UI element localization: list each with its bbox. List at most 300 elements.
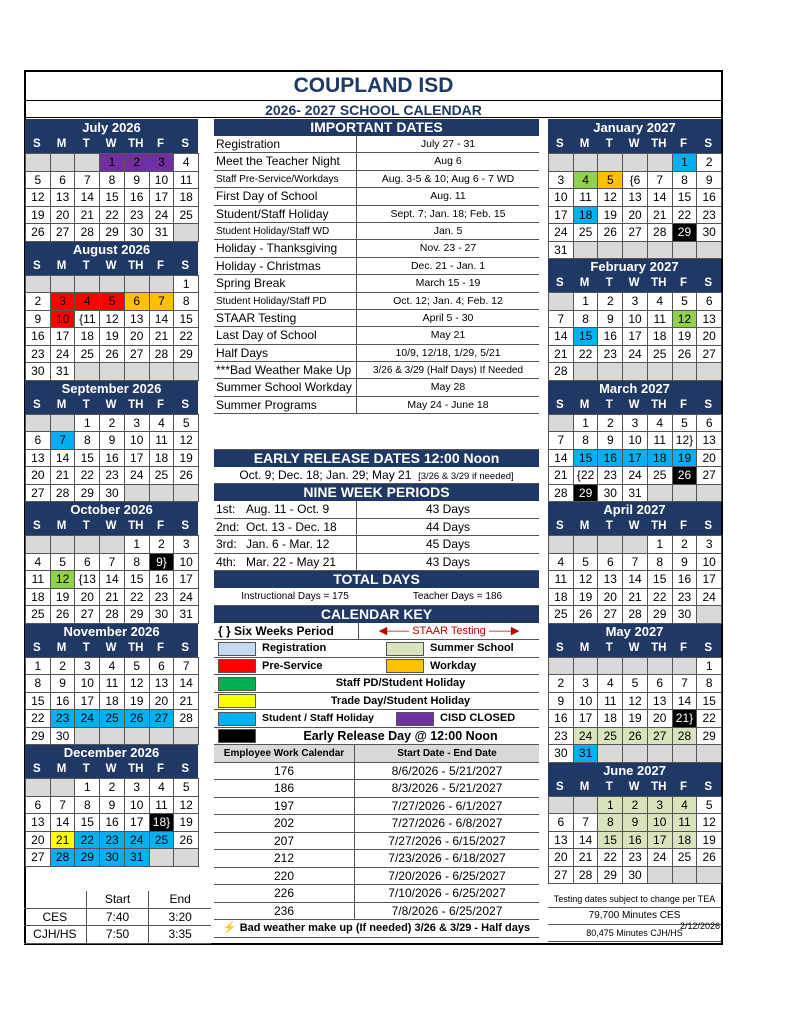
day-cell: 24 [173, 588, 199, 607]
week-row [25, 778, 198, 796]
cjh-end: 3:35 [168, 927, 192, 941]
day-cell: 13 [25, 813, 51, 832]
day-cell [647, 241, 673, 260]
day-cell [124, 362, 150, 381]
week-row [548, 345, 721, 363]
day-cell: 22 [647, 588, 673, 607]
day-header: S [25, 397, 50, 414]
week-row [548, 657, 721, 675]
day-header-row [548, 779, 721, 796]
week-row [25, 605, 198, 623]
day-cell [672, 241, 698, 260]
day-cell: 26 [597, 223, 623, 242]
day-cell: 13 [696, 310, 722, 329]
bad-weather-text [214, 920, 539, 937]
important-label: Student/Staff Holiday [214, 206, 357, 222]
day-cell: 19 [124, 692, 150, 711]
summer-swatch [386, 642, 424, 656]
day-header: S [696, 275, 721, 292]
week-row [25, 171, 198, 189]
important-date: July 27 - 31 [420, 138, 476, 150]
day-cell: 22 [74, 831, 100, 850]
week-row [25, 831, 198, 849]
early-release-line [214, 467, 539, 484]
day-cell: 27 [647, 727, 673, 746]
day-cell: 17 [74, 692, 100, 711]
day-cell: 25 [149, 466, 175, 485]
important-label: Summer School Workday [214, 379, 357, 395]
week-row [25, 848, 198, 866]
day-header: S [548, 397, 573, 414]
day-cell: 22 [74, 466, 100, 485]
day-cell: 21 [647, 206, 673, 225]
key-row-5 [214, 710, 539, 728]
important-label: Holiday - Thanksgiving [214, 240, 357, 256]
day-cell: 6 [25, 796, 51, 815]
day-cell: 26 [573, 605, 599, 624]
day-cell: 22 [124, 588, 150, 607]
day-cell: 17 [573, 709, 599, 728]
day-cell: 3 [647, 796, 673, 815]
day-cell [124, 484, 150, 503]
day-header: T [597, 640, 622, 657]
six-weeks-label: { } Six Weeks Period [214, 623, 359, 640]
day-cell [647, 866, 673, 885]
week-row [548, 796, 721, 814]
week-row [25, 223, 198, 241]
day-cell: 7 [50, 431, 76, 450]
day-cell: 21 [548, 345, 574, 364]
day-cell [672, 657, 698, 676]
day-cell: 2 [622, 796, 648, 815]
period-days: 45 Days [425, 537, 471, 552]
day-cell: 25 [25, 605, 51, 624]
day-header: S [173, 640, 198, 657]
day-header: TH [124, 136, 149, 153]
month-oct [25, 501, 198, 623]
work-days: 207 [214, 833, 355, 850]
day-cell [99, 362, 125, 381]
day-cell: 1 [99, 153, 125, 172]
nine-week-row [214, 501, 539, 519]
day-cell: 7 [50, 796, 76, 815]
work-range: 7/27/2026 - 6/15/2027 [388, 833, 506, 848]
day-cell: 17 [548, 206, 574, 225]
work-row [214, 780, 539, 798]
day-cell: 25 [173, 206, 199, 225]
day-cell: 15 [173, 310, 199, 329]
day-header: W [622, 640, 647, 657]
day-cell: 12 [696, 813, 722, 832]
day-header-row [25, 518, 198, 535]
week-row [548, 727, 721, 745]
week-row [25, 345, 198, 363]
day-cell: 23 [124, 206, 150, 225]
day-cell: 8 [124, 553, 150, 572]
week-row [548, 206, 721, 224]
day-header: M [573, 518, 598, 535]
work-range: 8/6/2026 - 5/21/2027 [391, 763, 503, 778]
day-header: F [672, 518, 697, 535]
day-header-row [25, 397, 198, 414]
day-cell: 29 [25, 727, 51, 746]
week-row [548, 484, 721, 502]
day-cell: 3 [173, 535, 199, 554]
day-cell: 25 [149, 831, 175, 850]
day-cell [647, 484, 673, 503]
day-cell: 9 [124, 171, 150, 190]
day-header: T [597, 779, 622, 796]
day-header: M [573, 136, 598, 153]
day-cell: 2 [99, 778, 125, 797]
day-header: W [622, 779, 647, 796]
week-row [25, 813, 198, 831]
page-title: COUPLAND ISD [293, 74, 454, 97]
day-cell: 4 [672, 796, 698, 815]
day-cell: 7 [99, 553, 125, 572]
day-cell: 3 [124, 414, 150, 433]
day-cell: 14 [573, 831, 599, 850]
important-label: ***Bad Weather Make Up [214, 362, 357, 378]
day-cell: 31 [548, 241, 574, 260]
day-cell: 28 [672, 727, 698, 746]
day-cell: 8 [597, 813, 623, 832]
day-cell [696, 744, 722, 763]
month-title: February 2027 [548, 258, 721, 275]
day-cell: 10 [622, 431, 648, 450]
week-row [548, 674, 721, 692]
day-cell: 29 [672, 223, 698, 242]
day-cell: 13 [25, 449, 51, 468]
day-cell: 14 [74, 188, 100, 207]
day-header: M [50, 136, 75, 153]
day-cell: 29 [597, 866, 623, 885]
day-cell: 28 [149, 345, 175, 364]
month-title: August 2026 [25, 241, 198, 258]
day-header: S [25, 258, 50, 275]
day-cell: 4 [548, 553, 574, 572]
day-cell: 2 [99, 414, 125, 433]
day-cell: 10 [149, 171, 175, 190]
day-cell: 16 [597, 449, 623, 468]
day-cell: 5 [25, 171, 51, 190]
important-label: Student Holiday/Staff WD [214, 223, 357, 239]
day-cell [149, 362, 175, 381]
period-days: 43 Days [425, 554, 471, 569]
day-cell [696, 362, 722, 381]
day-cell [50, 414, 76, 433]
day-cell: 15 [672, 188, 698, 207]
day-cell [622, 362, 648, 381]
day-cell: 21 [173, 692, 199, 711]
testing-note: Testing dates subject to change per TEA [548, 891, 721, 908]
important-row [214, 275, 539, 292]
work-range: 7/10/2026 - 6/25/2027 [388, 886, 506, 901]
period-range: Mar. 22 - May 21 [246, 554, 357, 571]
day-cell: 12 [173, 431, 199, 450]
period-num: 3rd: [216, 537, 237, 552]
day-cell: 30 [25, 362, 51, 381]
day-cell: 21 [50, 466, 76, 485]
day-cell: 4 [99, 657, 125, 676]
day-cell: 24 [647, 848, 673, 867]
day-cell: 6 [647, 674, 673, 693]
day-cell [672, 362, 698, 381]
day-cell: 12 [25, 188, 51, 207]
day-cell: 22 [25, 709, 51, 728]
day-cell [149, 848, 175, 867]
day-cell: 14 [173, 674, 199, 693]
day-cell: 19 [173, 813, 199, 832]
day-cell: 8 [173, 292, 199, 311]
day-header: S [173, 136, 198, 153]
day-cell [74, 275, 100, 294]
day-cell: 10 [622, 310, 648, 329]
month-sep [25, 380, 198, 502]
day-cell: 19 [173, 449, 199, 468]
day-cell: 9 [25, 310, 51, 329]
key-row-2 [214, 658, 539, 676]
day-cell: 28 [573, 866, 599, 885]
week-row [25, 588, 198, 606]
day-cell: 2 [696, 153, 722, 172]
day-cell: 5 [99, 292, 125, 311]
period-days: 44 Days [425, 519, 471, 534]
day-cell: 30 [622, 866, 648, 885]
day-cell: 19 [672, 449, 698, 468]
day-header: F [149, 640, 174, 657]
day-header-row [548, 640, 721, 657]
day-cell: 20 [25, 831, 51, 850]
day-cell: 22 [672, 206, 698, 225]
day-cell [173, 223, 199, 242]
work-row [214, 903, 539, 921]
day-cell: 20 [647, 709, 673, 728]
day-cell: 31 [149, 223, 175, 242]
day-cell: 24 [573, 727, 599, 746]
day-cell: 26 [622, 727, 648, 746]
day-cell: 20 [124, 327, 150, 346]
day-cell: 18 [74, 327, 100, 346]
day-cell: 12 [124, 674, 150, 693]
trade-label: Trade Day/Student Holiday [330, 694, 471, 707]
day-header: F [149, 258, 174, 275]
day-cell: 27 [696, 466, 722, 485]
day-cell: 17 [622, 449, 648, 468]
day-cell: 21} [672, 709, 698, 728]
week-row [548, 188, 721, 206]
day-cell: 1 [124, 535, 150, 554]
calendar-key-title: CALENDAR KEY [214, 606, 539, 623]
week-row [25, 553, 198, 571]
key-six-weeks [214, 623, 539, 641]
day-cell: 3 [124, 778, 150, 797]
day-cell: 28 [50, 484, 76, 503]
day-header-row [548, 136, 721, 153]
day-cell [548, 657, 574, 676]
day-cell: 2 [124, 153, 150, 172]
day-cell: 12 [573, 570, 599, 589]
day-cell: 2 [25, 292, 51, 311]
day-cell: 31 [50, 362, 76, 381]
week-row [25, 414, 198, 432]
day-cell: 15 [597, 831, 623, 850]
day-header: W [99, 136, 124, 153]
ces-start: 7:40 [87, 909, 150, 926]
day-header-row [548, 275, 721, 292]
day-cell: 30 [672, 605, 698, 624]
studentstaff-swatch [218, 712, 256, 726]
day-cell: 19 [597, 206, 623, 225]
day-cell: 1 [696, 657, 722, 676]
day-header: F [672, 275, 697, 292]
important-label: Summer Programs [214, 397, 357, 413]
day-cell: 17 [124, 813, 150, 832]
week-row [548, 553, 721, 571]
work-range: 7/23/2026 - 6/18/2027 [388, 851, 506, 866]
day-header: TH [647, 275, 672, 292]
day-header: F [149, 518, 174, 535]
day-cell [50, 153, 76, 172]
day-cell: 8 [573, 310, 599, 329]
week-row [548, 292, 721, 310]
day-cell: 28 [173, 709, 199, 728]
day-cell: 7 [647, 171, 673, 190]
week-row [25, 570, 198, 588]
day-cell: 25 [647, 466, 673, 485]
day-cell: 15 [573, 327, 599, 346]
work-days: 202 [214, 815, 355, 832]
week-row [25, 153, 198, 171]
day-cell: 19 [50, 588, 76, 607]
cjh-start: 7:50 [87, 926, 150, 943]
day-cell: 20 [622, 206, 648, 225]
day-cell: 18 [647, 449, 673, 468]
day-header: T [597, 397, 622, 414]
important-row [214, 188, 539, 205]
week-row [548, 709, 721, 727]
day-cell [124, 275, 150, 294]
day-cell: 24 [622, 345, 648, 364]
day-cell: 5 [50, 553, 76, 572]
day-header: M [573, 397, 598, 414]
day-cell: 6 [25, 431, 51, 450]
day-cell: 20 [50, 206, 76, 225]
day-cell [548, 796, 574, 815]
day-cell [149, 727, 175, 746]
period-num: 2nd: [216, 519, 240, 534]
day-cell: 9 [548, 692, 574, 711]
day-cell: 20 [696, 327, 722, 346]
day-cell: 13 [50, 188, 76, 207]
day-header: T [597, 275, 622, 292]
day-cell: 10 [124, 796, 150, 815]
day-cell [99, 535, 125, 554]
trade-swatch [218, 694, 256, 708]
day-cell: 19 [672, 327, 698, 346]
day-cell: 13 [647, 692, 673, 711]
day-cell: 13 [548, 831, 574, 850]
week-row [25, 535, 198, 553]
day-header: W [99, 640, 124, 657]
important-row [214, 153, 539, 170]
staffpd-label: Staff PD/Student Holiday [335, 677, 466, 689]
day-cell: 26 [99, 345, 125, 364]
day-cell [622, 241, 648, 260]
day-cell: 18 [647, 327, 673, 346]
day-header: TH [124, 640, 149, 657]
day-cell: 9 [672, 553, 698, 572]
cjh-label: CJH/HS [24, 926, 87, 943]
times-header [24, 891, 211, 909]
day-cell [173, 484, 199, 503]
day-cell: 1 [173, 275, 199, 294]
day-cell: 8 [99, 171, 125, 190]
day-cell [149, 275, 175, 294]
day-cell: 16 [696, 188, 722, 207]
day-cell: 15 [696, 692, 722, 711]
day-cell: 7 [672, 674, 698, 693]
month-apr [548, 501, 721, 623]
day-cell: 25 [99, 709, 125, 728]
important-date: May 24 - June 18 [407, 398, 489, 411]
day-cell [696, 241, 722, 260]
day-cell: 27 [124, 345, 150, 364]
day-cell: 8 [74, 431, 100, 450]
important-row [214, 379, 539, 396]
day-cell: 3 [696, 535, 722, 554]
day-header: S [25, 640, 50, 657]
important-label: Holiday - Christmas [214, 258, 357, 274]
day-cell: 24 [74, 709, 100, 728]
month-title: September 2026 [25, 380, 198, 397]
day-cell: 10 [173, 553, 199, 572]
ces-end: 3:20 [168, 909, 192, 924]
day-header: M [50, 518, 75, 535]
work-days: 212 [214, 850, 355, 867]
work-range: 7/20/2026 - 6/25/2027 [388, 868, 506, 883]
work-header-1: Employee Work Calendar [214, 745, 355, 762]
day-cell: 18 [672, 831, 698, 850]
day-header: M [50, 258, 75, 275]
day-header: F [149, 761, 174, 778]
day-header: W [99, 258, 124, 275]
early-label: Early Release Day @ 12:00 Noon [303, 728, 498, 743]
week-row [548, 588, 721, 606]
instructional-days: Instructional Days = 175 [241, 591, 349, 603]
bottom-notes [548, 891, 721, 942]
day-cell: 25 [548, 605, 574, 624]
day-header: T [74, 136, 99, 153]
week-row [548, 744, 721, 762]
day-header-row [548, 518, 721, 535]
day-cell: 2 [672, 535, 698, 554]
day-cell: 22 [99, 206, 125, 225]
important-row [214, 136, 539, 153]
work-range: 7/27/2026 - 6/8/2027 [391, 816, 503, 831]
day-cell: 7 [573, 813, 599, 832]
day-header: S [173, 258, 198, 275]
day-cell: 6 [50, 171, 76, 190]
workday-swatch [386, 659, 424, 673]
day-cell: 25 [74, 345, 100, 364]
early-note: [3/26 & 3/29 if needed] [418, 471, 514, 483]
day-cell: 24 [696, 588, 722, 607]
work-row [214, 885, 539, 903]
day-cell [548, 292, 574, 311]
important-label: Staff Pre-Service/Workdays [214, 171, 357, 187]
day-header: S [548, 518, 573, 535]
